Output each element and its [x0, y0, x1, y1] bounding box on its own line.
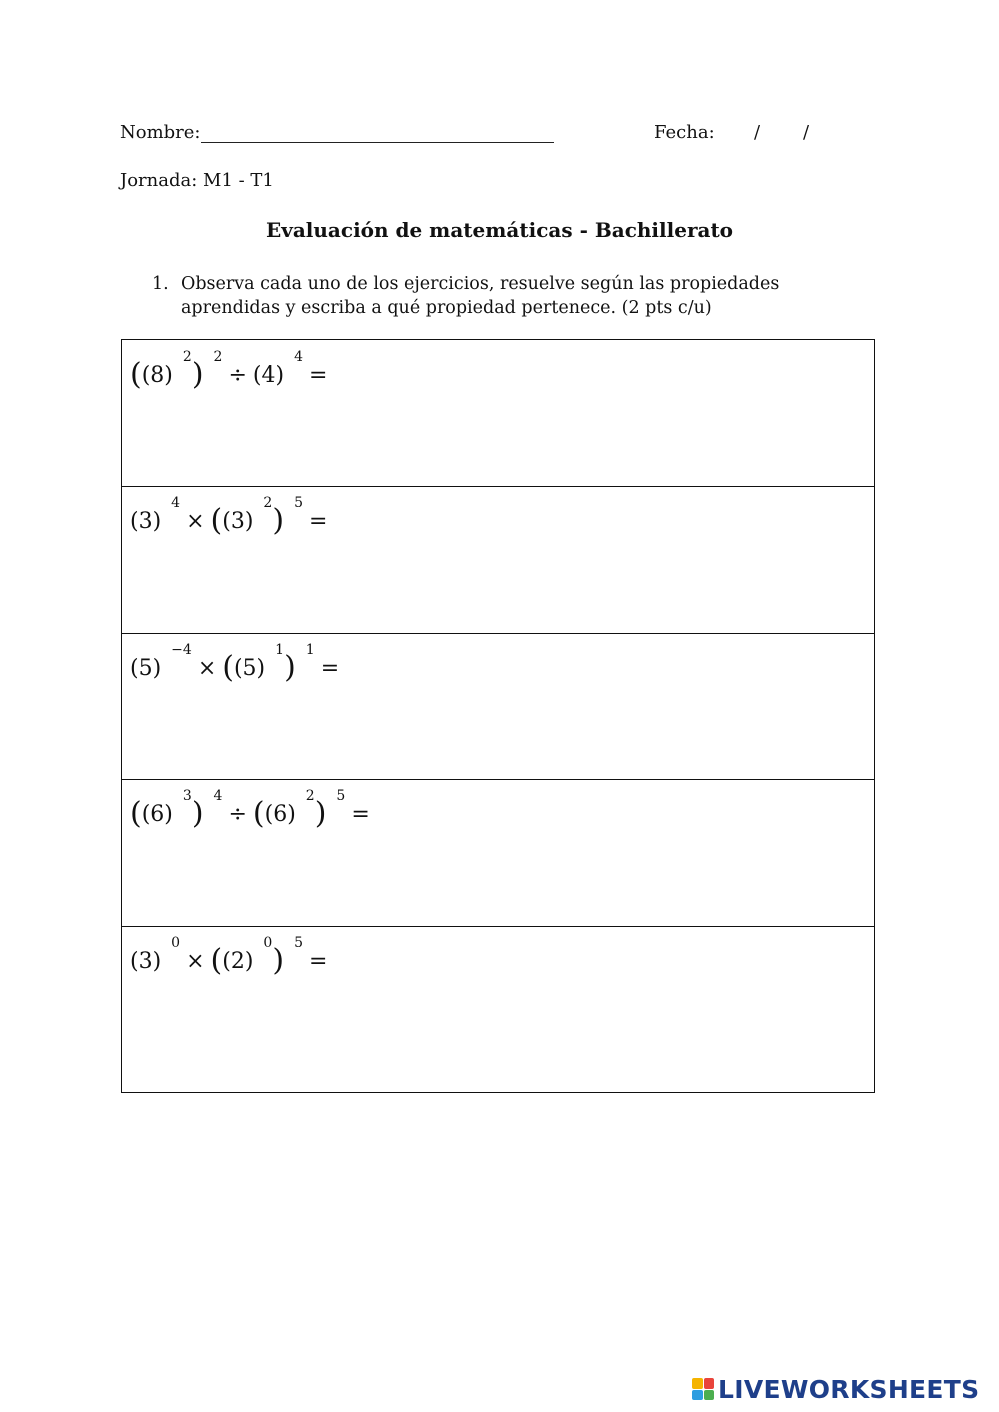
exponent: 2 — [305, 788, 315, 804]
shift-label: Jornada: M1 - T1 — [120, 170, 274, 191]
date-separator-2: / — [803, 122, 810, 143]
operator: ÷ — [228, 802, 247, 827]
base: (3) — [222, 509, 254, 534]
equals-sign: = — [308, 949, 328, 974]
base: (4) — [252, 363, 285, 388]
base: (6) — [141, 802, 173, 827]
logo-text: LIVEWORKSHEETS — [718, 1374, 980, 1404]
equals-sign: = — [308, 509, 328, 534]
exponent: 2 — [263, 495, 273, 511]
exponent: 2 — [213, 349, 223, 365]
exponent: −4 — [171, 642, 192, 658]
logo-square — [692, 1378, 703, 1389]
exercise-table — [121, 339, 875, 1093]
exercise-row-5[interactable] — [122, 926, 874, 1092]
exponent: 5 — [294, 495, 303, 511]
exercise-row-3[interactable] — [122, 633, 874, 780]
equals-sign: = — [308, 363, 328, 388]
name-input-line[interactable] — [201, 142, 554, 143]
operator: × — [186, 509, 205, 534]
base: (8) — [141, 363, 173, 388]
exponent: 0 — [171, 935, 181, 951]
date-separator-1: / — [754, 122, 761, 143]
operator: × — [197, 656, 217, 681]
exponent: 1 — [305, 642, 315, 658]
base: (6) — [264, 802, 296, 827]
exponent: 4 — [213, 788, 223, 804]
exponent: 2 — [182, 349, 192, 365]
logo-square — [692, 1390, 703, 1401]
exponent: 4 — [171, 495, 181, 511]
exponent: 5 — [336, 788, 346, 804]
exponent: 1 — [275, 642, 285, 658]
operator: ÷ — [228, 363, 247, 388]
exercise-row-1[interactable] — [122, 340, 874, 487]
exponent: 5 — [294, 935, 303, 951]
exercise-expression-4: $((6)^3)$ $^4\div ((6)^2)$ $^5$= — [130, 788, 370, 831]
equals-sign: = — [351, 802, 370, 827]
date-label: Fecha: — [654, 122, 715, 143]
equals-sign: = — [320, 656, 340, 681]
exercise-expression-5: $(3)^0\times ((2)^0)$ $^5$= — [130, 935, 328, 978]
base: (2) — [222, 949, 254, 974]
operator: × — [186, 949, 205, 974]
name-label: Nombre: — [120, 122, 201, 143]
exercise-row-4[interactable] — [122, 779, 874, 927]
base: (5) — [130, 656, 162, 681]
exponent: 0 — [263, 935, 273, 951]
exponent: 4 — [294, 349, 303, 365]
logo-square — [704, 1390, 715, 1401]
logo-mark-icon — [692, 1378, 714, 1400]
logo-square — [704, 1378, 715, 1389]
exponent: 3 — [182, 788, 192, 804]
base: (5) — [233, 656, 266, 681]
page-title: Evaluación de matemáticas - Bachillerato — [265, 218, 734, 242]
instruction-number: 1. — [152, 274, 169, 294]
base: (3) — [130, 509, 162, 534]
exercise-row-2[interactable] — [122, 486, 874, 634]
liveworksheets-logo — [692, 1374, 979, 1404]
base: (3) — [130, 949, 162, 974]
exercise-expression-2: $(3)^4\times ((3)^2)$ $^5$= — [130, 495, 328, 538]
exercise-expression-3: $(5)^{-4}\times ((5)^1)$ $^1$= — [130, 642, 340, 685]
exercise-expression-1: $((8)^2)$ $^2\div (4)^4=$ — [130, 349, 328, 392]
instruction-text: Observa cada uno de los ejercicios, resuelve según las propiedades aprendidas y escriba a qué propiedad pertenece. (2 pts c/u) — [181, 274, 780, 318]
